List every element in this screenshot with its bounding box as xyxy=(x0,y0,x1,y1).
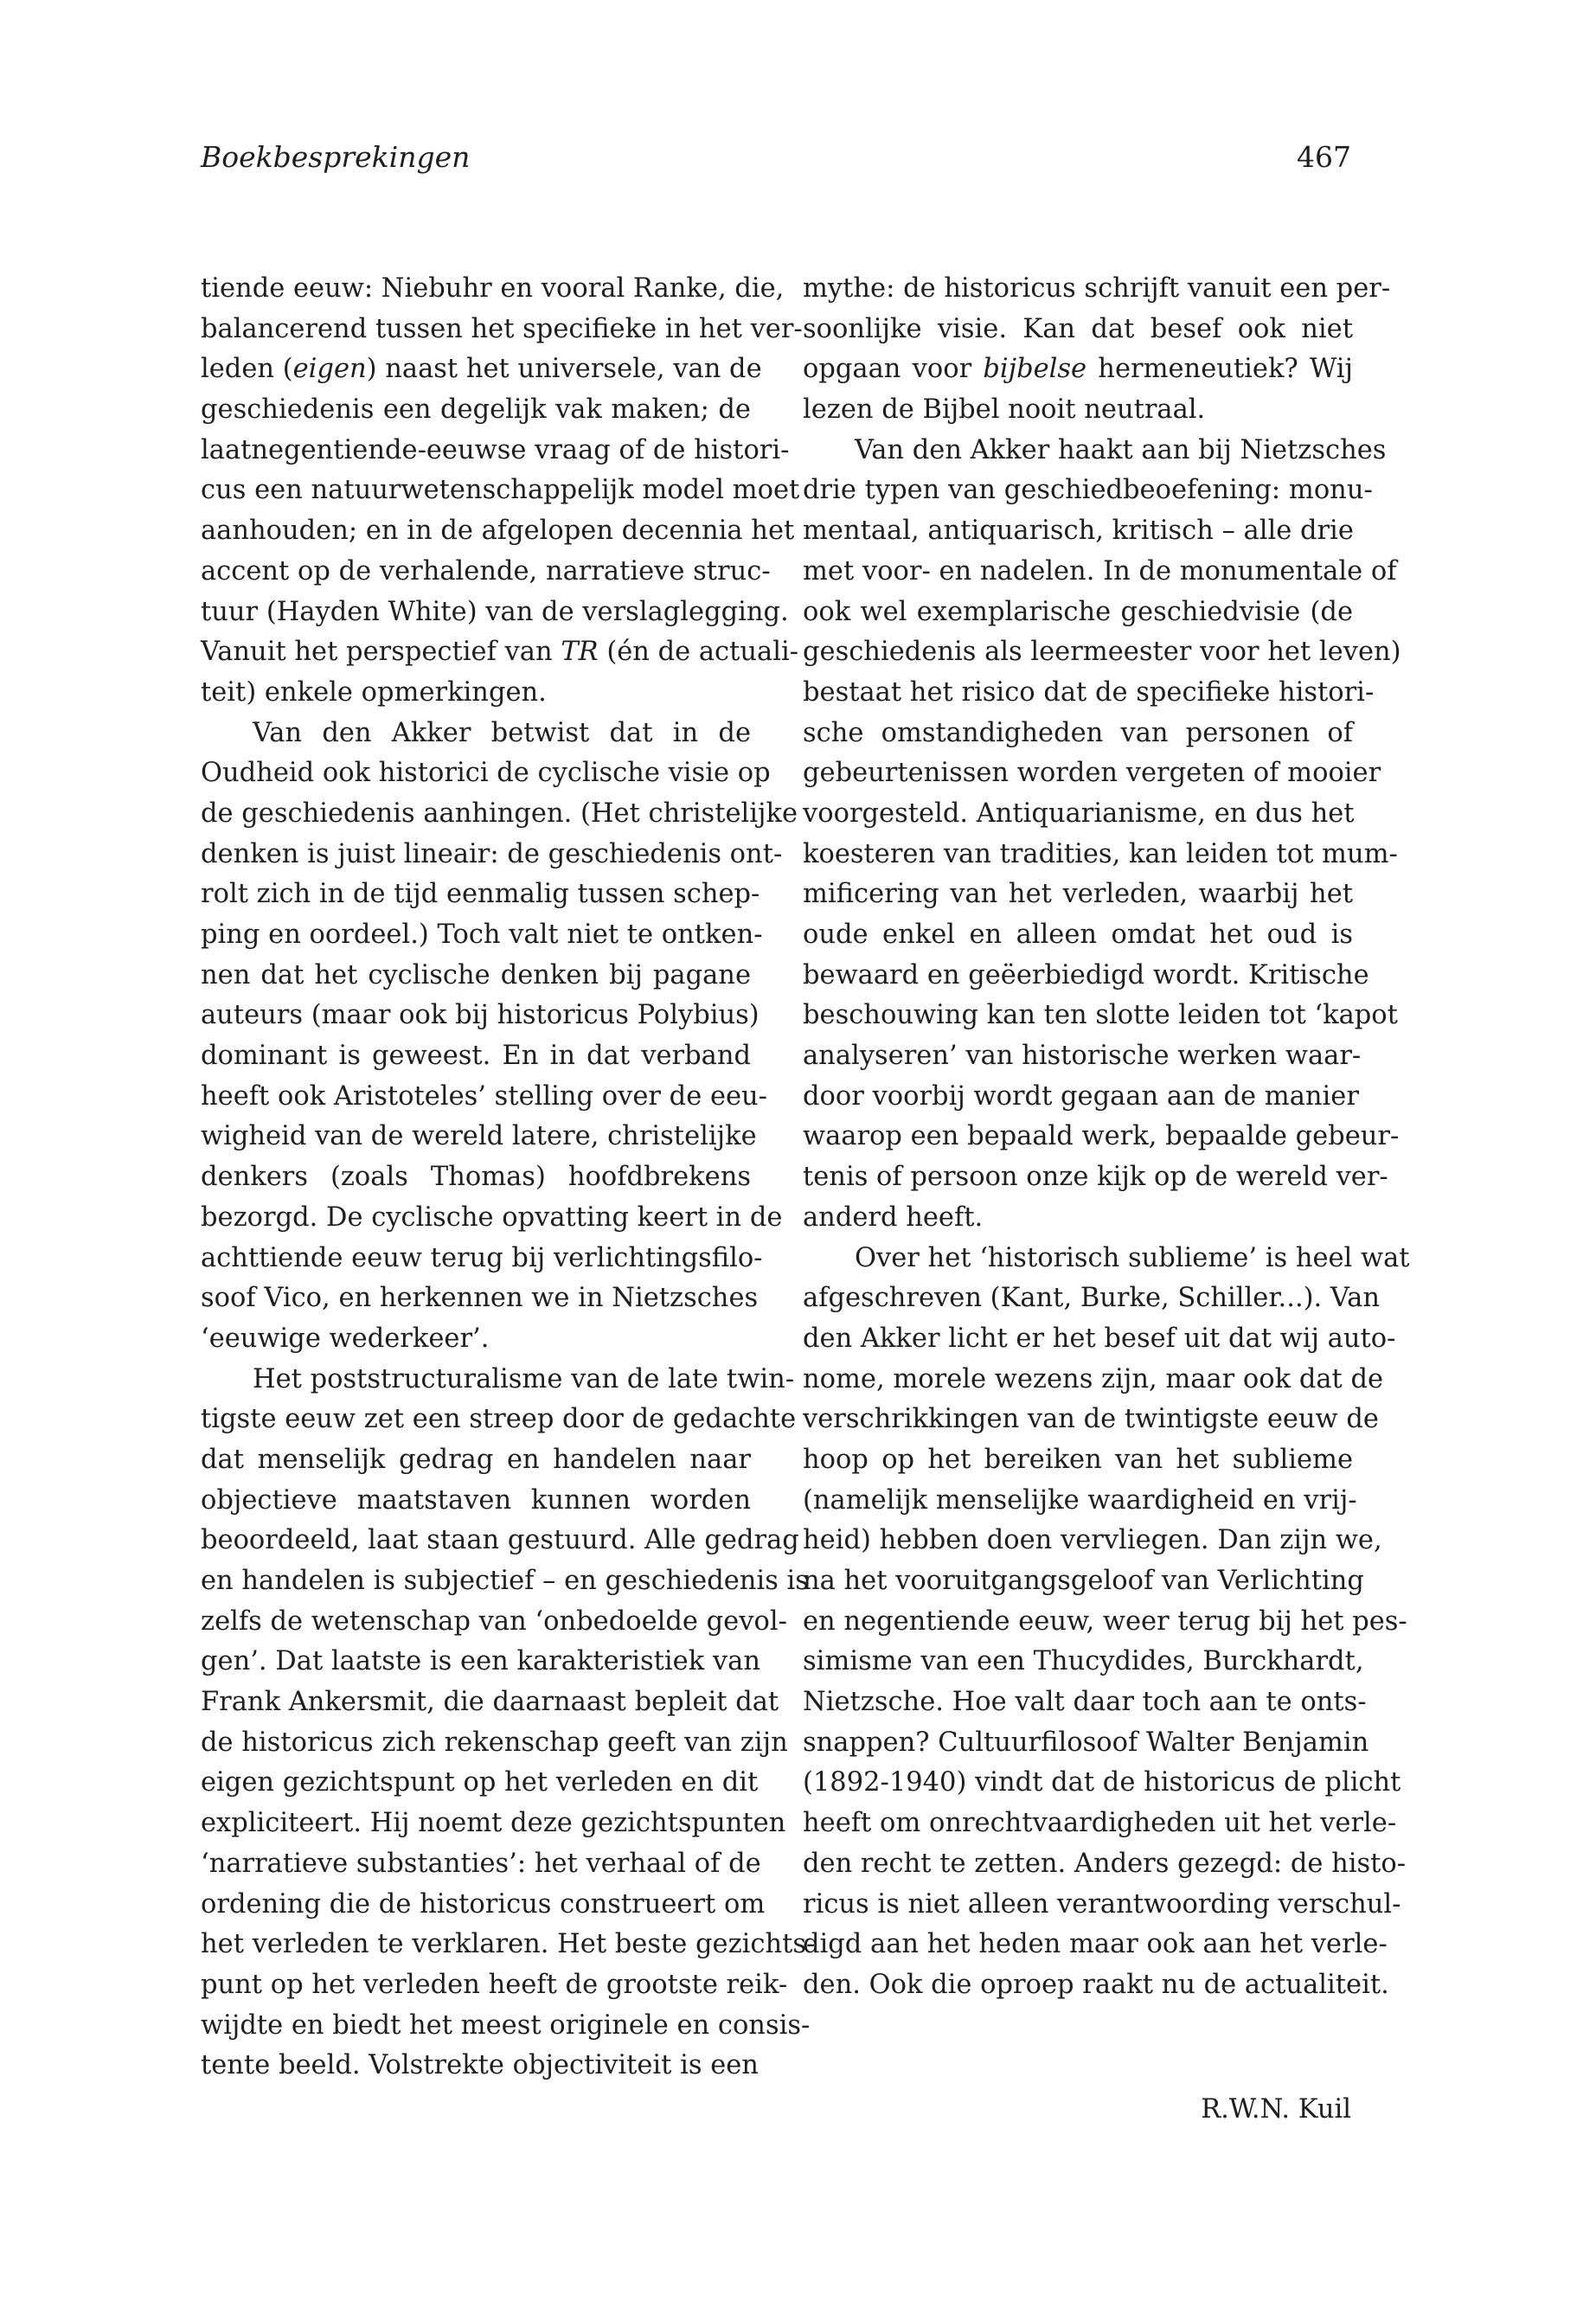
text-line: bestaat het risico dat de specifieke histori- xyxy=(803,676,1375,708)
text-line: en negentiende eeuw, weer terug bij het pes- xyxy=(803,1606,1407,1637)
text-line: punt op het verleden heeft de grootste reik- xyxy=(201,1969,788,2000)
text-line: tuur (Hayden White) van de verslaglegging. xyxy=(201,596,789,627)
text-line: gebeurtenissen worden vergeten of mooier xyxy=(803,758,1381,789)
italic-term: bijbelse xyxy=(983,354,1087,385)
text-line: nen dat het cyclische denken bij pagane xyxy=(201,959,751,990)
text-line: waarop een bepaald werk, bepaalde gebeur- xyxy=(803,1121,1400,1152)
text-line: lezen de Bijbel nooit neutraal. xyxy=(803,394,1206,426)
text-line: ook wel exemplarische geschiedvisie (de xyxy=(803,596,1353,627)
text-line: anderd heeft. xyxy=(803,1202,984,1233)
text-line: objectieve maatstaven kunnen worden xyxy=(201,1484,751,1516)
text-line: door voorbij wordt gegaan aan de manier xyxy=(803,1080,1359,1112)
text-line: Over het ‘historisch sublieme’ is heel wat xyxy=(855,1242,1410,1273)
text-line: de geschiedenis aanhingen. (Het christelijke xyxy=(201,798,798,829)
text-line: leden (eigen) naast het universele, van de xyxy=(201,354,762,385)
text-line: voorgesteld. Antiquarianisme, en dus het xyxy=(803,798,1355,829)
text-line: Van den Akker betwist dat in de xyxy=(253,717,751,748)
text-line: (namelijk menselijke waardigheid en vrij- xyxy=(803,1484,1357,1516)
text-line: tenis of persoon onze kijk op de wereld ver- xyxy=(803,1162,1388,1193)
text-line: zelfs de wetenschap van ‘onbedoelde gevol- xyxy=(201,1606,787,1637)
text-line: den recht te zetten. Anders gezegd: de histo- xyxy=(803,1848,1407,1879)
text-line: soof Vico, en herkennen we in Nietzsches xyxy=(201,1283,759,1314)
text-line: Nietzsche. Hoe valt daar toch aan te onts- xyxy=(803,1687,1367,1718)
text-line: bezorgd. De cyclische opvatting keert in de xyxy=(201,1202,783,1233)
text-line: den Akker licht er het besef uit dat wij auto- xyxy=(803,1323,1396,1354)
text-line: mythe: de historicus schrijft vanuit een per- xyxy=(803,273,1391,304)
text-line: hoop op het bereiken van het sublieme xyxy=(803,1444,1353,1475)
text-line: den. Ook die oproep raakt nu de actualiteit. xyxy=(803,1969,1389,2000)
text-line: achttiende eeuw terug bij verlichtingsfilo- xyxy=(201,1242,763,1273)
text-line: rolt zich in de tijd eenmalig tussen schep- xyxy=(201,879,760,910)
text-line: het verleden te verklaren. Het beste gezichts- xyxy=(201,1929,816,1960)
running-title: Boekbesprekingen xyxy=(201,140,471,174)
text-line: teit) enkele opmerkingen. xyxy=(201,676,547,708)
text-line: verschrikkingen van de twintigste eeuw de xyxy=(803,1404,1379,1435)
text-line: laatnegentiende-eeuwse vraag of de histori- xyxy=(201,434,790,465)
text-line: ‘narratieve substanties’: het verhaal of de xyxy=(201,1848,761,1879)
text-line: Oudheid ook historici de cyclische visie op xyxy=(201,758,771,789)
text-line: analyseren’ van historische werken waar- xyxy=(803,1041,1362,1072)
text-line: dat menselijk gedrag en handelen naar xyxy=(201,1444,751,1475)
text-line: Het poststructuralisme van de late twin- xyxy=(253,1363,795,1394)
text-line: tente beeld. Volstrekte objectiviteit is een xyxy=(201,2050,759,2081)
text-line: heeft om onrechtvaardigheden uit het verle- xyxy=(803,1808,1397,1839)
author-signature: R.W.N. Kuil xyxy=(1201,2094,1351,2125)
text-line: met voor- en nadelen. In de monumentale of xyxy=(803,555,1397,586)
text-line: mentaal, antiquarisch, kritisch – alle drie xyxy=(803,516,1354,547)
text-line: geschiedenis een degelijk vak maken; de xyxy=(201,394,751,426)
text-line: beschouwing kan ten slotte leiden tot ‘kapot xyxy=(803,1000,1398,1031)
text-line: balancerend tussen het specifieke in het ver- xyxy=(201,313,803,344)
text-line: oude enkel en alleen omdat het oud is xyxy=(803,920,1353,950)
text-line: simisme van een Thucydides, Burckhardt, xyxy=(803,1646,1364,1677)
text-line: afgeschreven (Kant, Burke, Schiller...). Van xyxy=(803,1283,1380,1314)
text-line: dominant is geweest. En in dat verband xyxy=(201,1041,751,1072)
text-line: soonlijke visie. Kan dat besef ook niet xyxy=(803,313,1353,344)
text-line: koesteren van tradities, kan leiden tot mum- xyxy=(803,838,1398,869)
text-line: wijdte en biedt het meest originele en consis- xyxy=(201,2009,811,2041)
text-line: accent op de verhalende, narratieve struc- xyxy=(201,555,771,586)
italic-term: eigen xyxy=(292,354,367,385)
text-line: Frank Ankersmit, die daarnaast bepleit dat xyxy=(201,1687,779,1718)
italic-term: TR xyxy=(561,637,599,668)
text-line: bewaard en geëerbiedigd wordt. Kritische xyxy=(803,959,1369,990)
left-text-column xyxy=(201,269,816,2086)
text-line: aanhouden; en in de afgelopen decennia het xyxy=(201,516,795,547)
text-line: mificering van het verleden, waarbij het xyxy=(803,879,1353,910)
text-line: sche omstandigheden van personen of xyxy=(803,717,1353,748)
text-line: Van den Akker haakt aan bij Nietzsches xyxy=(855,434,1387,465)
page-number: 467 xyxy=(1297,140,1351,174)
text-line: digd aan het heden maar ook aan het verle- xyxy=(803,1929,1388,1960)
text-line: nome, morele wezens zijn, maar ook dat de xyxy=(803,1363,1384,1394)
text-line: denkers (zoals Thomas) hoofdbrekens xyxy=(201,1162,751,1193)
text-line: opgaan voor bijbelse hermeneutiek? Wij xyxy=(803,354,1353,385)
text-line: Vanuit het perspectief van TR (én de actuali- xyxy=(201,637,799,668)
text-line: ordening die de historicus construeert om xyxy=(201,1888,766,1920)
text-line: tiende eeuw: Niebuhr en vooral Ranke, die, xyxy=(201,273,785,304)
text-line: ‘eeuwige wederkeer’. xyxy=(201,1323,490,1354)
text-line: snappen? Cultuurfilosoof Walter Benjamin xyxy=(803,1727,1369,1758)
page-header xyxy=(201,138,1351,176)
text-line: geschiedenis als leermeester voor het leven) xyxy=(803,637,1401,668)
text-line: tigste eeuw zet een streep door de gedachte xyxy=(201,1404,797,1435)
text-line: cus een natuurwetenschappelijk model moet xyxy=(201,475,800,506)
text-line: expliciteert. Hij noemt deze gezichtspunten xyxy=(201,1808,786,1839)
text-line: en handelen is subjectief – en geschiedenis is xyxy=(201,1566,809,1596)
text-line: heeft ook Aristoteles’ stelling over de eeu- xyxy=(201,1080,767,1112)
text-line: wigheid van de wereld latere, christelijke xyxy=(201,1121,757,1152)
text-line: ping en oordeel.) Toch valt niet te ontken- xyxy=(201,920,763,950)
text-line: auteurs (maar ook bij historicus Polybius) xyxy=(201,1000,760,1031)
right-text-column xyxy=(803,269,1410,2006)
text-line: (1892-1940) vindt dat de historicus de plicht xyxy=(803,1767,1401,1798)
text-line: heid) hebben doen vervliegen. Dan zijn we, xyxy=(803,1525,1382,1556)
text-line: na het vooruitgangsgeloof van Verlichting xyxy=(803,1566,1364,1596)
text-line: ricus is niet alleen verantwoording verschul- xyxy=(803,1888,1401,1920)
text-line: eigen gezichtspunt op het verleden en dit xyxy=(201,1767,759,1798)
text-line: beoordeeld, laat staan gestuurd. Alle gedrag xyxy=(201,1525,799,1556)
text-line: drie typen van geschiedbeoefening: monu- xyxy=(803,475,1373,506)
text-line: de historicus zich rekenschap geeft van zijn xyxy=(201,1727,788,1758)
text-line: denken is juist lineair: de geschiedenis ont- xyxy=(201,838,783,869)
text-line: gen’. Dat laatste is een karakteristiek van xyxy=(201,1646,760,1677)
